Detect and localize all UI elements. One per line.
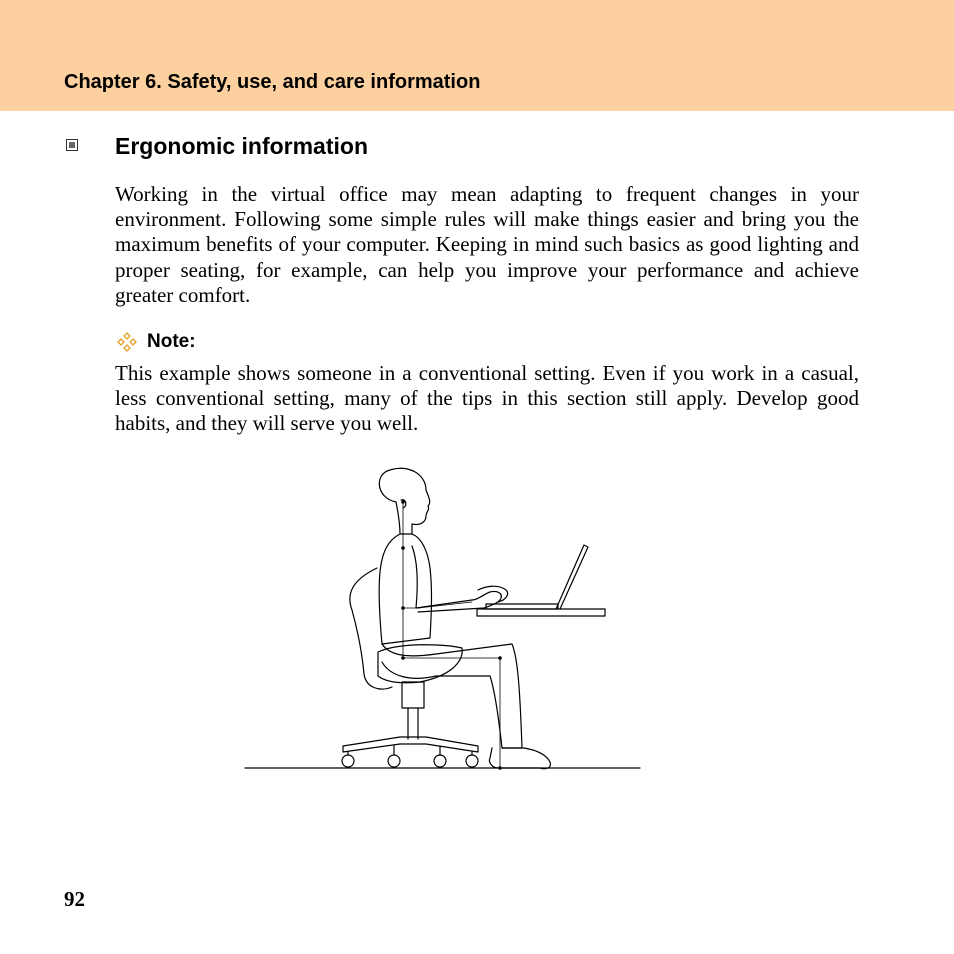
body-paragraph: Working in the virtual office may mean adapting to frequent changes in your environment. Following some simple rules will make things easier and bring you the maximum benefits of your computer. Keeping in mind such basics as good lighting and proper seating, for example, can help you improve your performance and achieve greater comfort. bbox=[115, 182, 859, 307]
note-heading bbox=[117, 330, 196, 354]
note-text: This example shows someone in a conventional setting. Even if you work in a casual, less conventional setting, many of the tips in this section still apply. Develop good habits, and they will serve you well. bbox=[115, 361, 859, 436]
seated-computer-user-illustration bbox=[240, 462, 650, 774]
section-title: Ergonomic information bbox=[115, 133, 368, 159]
chapter-title: Chapter 6. Safety, use, and care information bbox=[64, 71, 481, 93]
page-number: 92 bbox=[64, 887, 85, 911]
diamond-note-icon bbox=[117, 332, 137, 352]
note-label: Note: bbox=[147, 331, 196, 352]
square-bullet-icon bbox=[66, 139, 78, 151]
chapter-header-band bbox=[0, 0, 954, 111]
